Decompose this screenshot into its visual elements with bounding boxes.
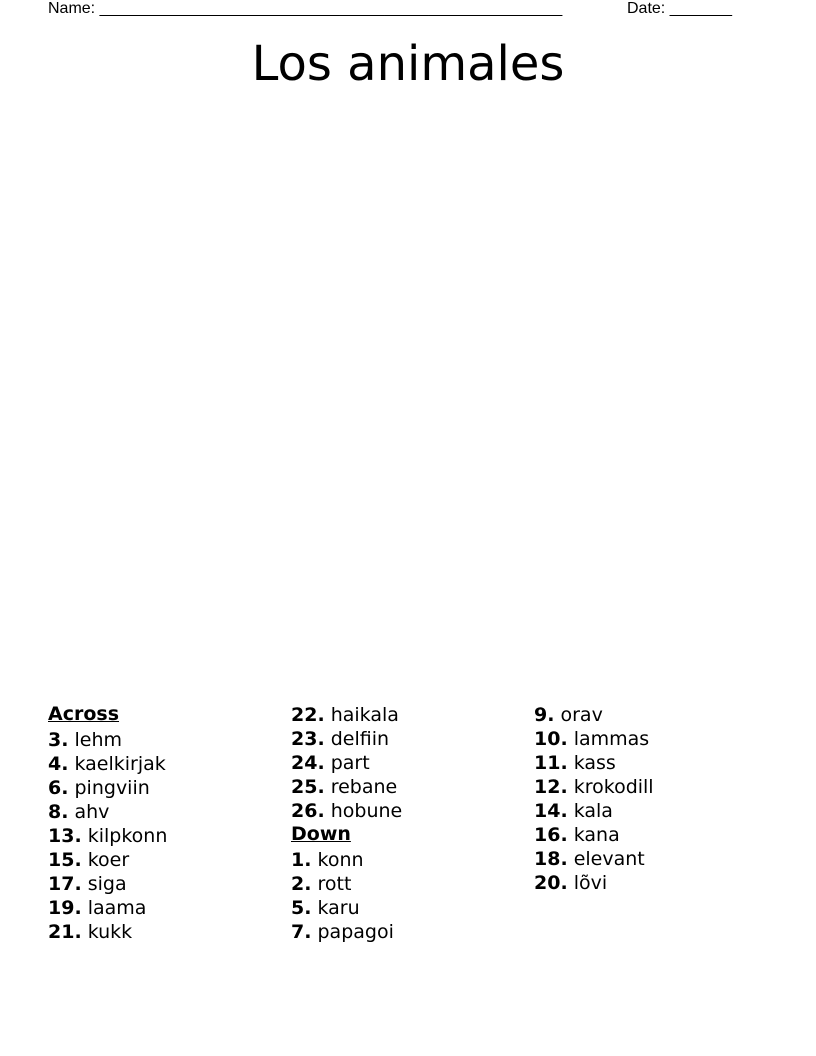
clue-across-26: 26. hobune	[291, 800, 403, 822]
clue-across-13: 13. kilpkonn	[48, 825, 168, 847]
clue-down-2: 2. rott	[291, 873, 352, 895]
clue-down-10: 10. lammas	[534, 728, 650, 750]
clue-across-17: 17. siga	[48, 873, 127, 895]
clue-across-6: 6. pingviin	[48, 777, 150, 799]
clue-down-16: 16. kana	[534, 824, 620, 846]
clue-across-19: 19. laama	[48, 897, 147, 919]
clue-down-7: 7. papagoi	[291, 921, 394, 943]
clues-column-3	[534, 703, 654, 895]
down-heading: Down	[291, 823, 351, 845]
clue-across-3: 3. lehm	[48, 729, 123, 751]
across-heading: Across	[48, 703, 120, 725]
clue-across-21: 21. kukk	[48, 921, 133, 943]
clue-across-25: 25. rebane	[291, 776, 398, 798]
clues-column-2	[291, 703, 402, 944]
clue-down-20: 20. lõvi	[534, 872, 608, 894]
date-field-label: Date: _______	[627, 0, 732, 17]
clue-down-11: 11. kass	[534, 752, 616, 774]
name-field-label: Name: ____________________________________________________	[48, 0, 563, 17]
page-title: Los animales	[251, 36, 565, 92]
clue-down-5: 5. karu	[291, 897, 360, 919]
clue-down-18: 18. elevant	[534, 848, 645, 870]
clue-down-12: 12. krokodill	[534, 776, 654, 798]
clue-across-23: 23. delfiin	[291, 728, 390, 750]
clue-across-4: 4. kaelkirjak	[48, 753, 166, 775]
clue-across-22: 22. haikala	[291, 704, 399, 726]
clue-down-9: 9. orav	[534, 704, 603, 726]
clue-down-1: 1. konn	[291, 849, 364, 871]
clues-column-1	[48, 703, 167, 944]
clue-down-14: 14. kala	[534, 800, 613, 822]
clue-across-15: 15. koer	[48, 849, 130, 871]
clue-across-8: 8. ahv	[48, 801, 110, 823]
clue-across-24: 24. part	[291, 752, 370, 774]
